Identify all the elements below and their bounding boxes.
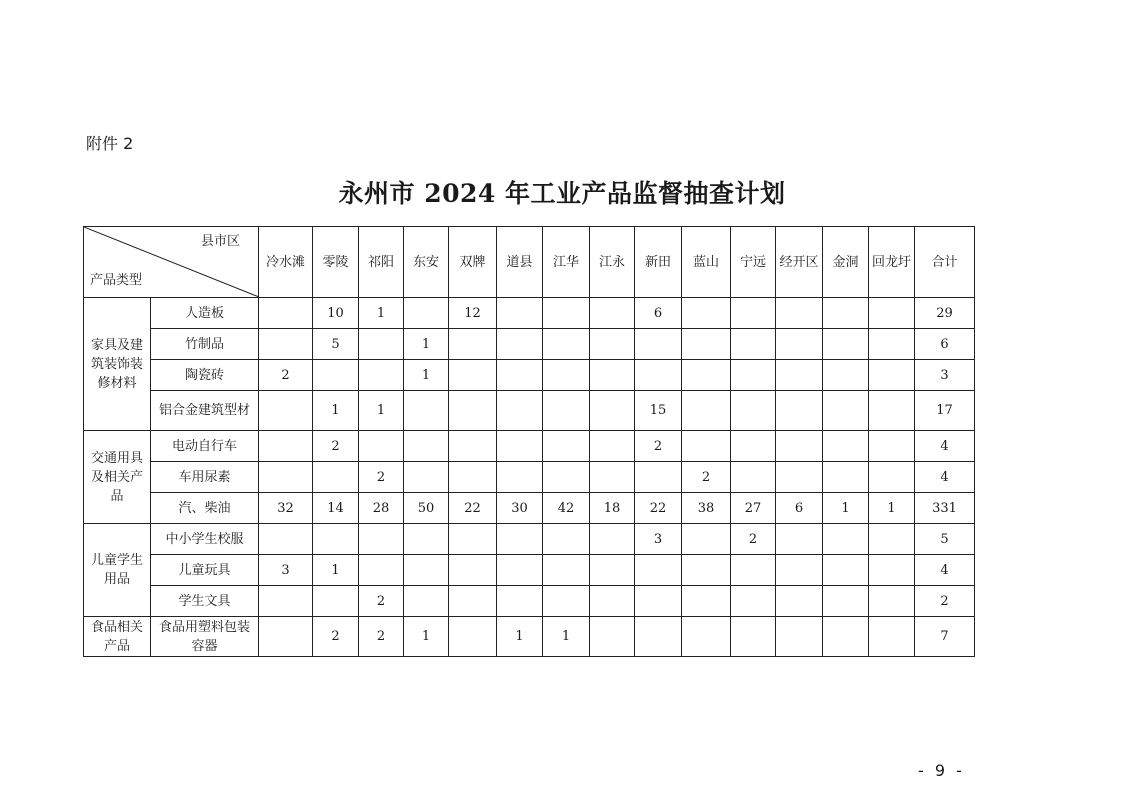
count-cell — [543, 586, 590, 617]
count-cell — [313, 360, 359, 391]
total-cell: 5 — [915, 524, 975, 555]
count-cell — [682, 298, 731, 329]
product-cell: 陶瓷砖 — [151, 360, 259, 391]
count-cell — [590, 462, 635, 493]
count-cell — [497, 391, 543, 431]
count-cell — [776, 555, 823, 586]
count-cell: 1 — [404, 329, 449, 360]
count-cell — [590, 298, 635, 329]
count-cell: 1 — [543, 617, 590, 657]
total-cell: 4 — [915, 555, 975, 586]
count-cell: 3 — [259, 555, 313, 586]
corner-header-cell — [84, 227, 259, 298]
count-cell — [682, 555, 731, 586]
count-cell: 1 — [313, 555, 359, 586]
count-cell: 2 — [635, 431, 682, 462]
total-cell: 2 — [915, 586, 975, 617]
count-cell — [869, 555, 915, 586]
count-cell — [359, 360, 404, 391]
count-cell — [682, 360, 731, 391]
count-cell — [497, 462, 543, 493]
count-cell — [404, 462, 449, 493]
count-cell — [823, 360, 869, 391]
count-cell: 2 — [359, 617, 404, 657]
count-cell — [823, 555, 869, 586]
product-cell: 人造板 — [151, 298, 259, 329]
count-cell — [823, 329, 869, 360]
total-cell: 29 — [915, 298, 975, 329]
category-cell: 儿童学生用品 — [84, 524, 151, 617]
count-cell — [543, 298, 590, 329]
product-cell: 儿童玩具 — [151, 555, 259, 586]
count-cell — [404, 524, 449, 555]
region-header: 零陵 — [313, 227, 359, 298]
count-cell — [313, 524, 359, 555]
count-cell: 18 — [590, 493, 635, 524]
count-cell — [543, 462, 590, 493]
count-cell — [359, 329, 404, 360]
count-cell — [869, 462, 915, 493]
header-row — [84, 227, 975, 298]
count-cell: 1 — [313, 391, 359, 431]
attachment-label: 附件 2 — [86, 134, 134, 153]
count-cell: 22 — [449, 493, 497, 524]
count-cell — [259, 329, 313, 360]
count-cell: 10 — [313, 298, 359, 329]
count-cell — [497, 555, 543, 586]
count-cell — [776, 462, 823, 493]
count-cell — [359, 555, 404, 586]
count-cell: 1 — [823, 493, 869, 524]
count-cell — [543, 555, 590, 586]
count-cell — [823, 298, 869, 329]
count-cell — [497, 298, 543, 329]
count-cell — [776, 360, 823, 391]
region-header: 宁远 — [731, 227, 776, 298]
total-cell: 331 — [915, 493, 975, 524]
count-cell — [449, 431, 497, 462]
count-cell: 15 — [635, 391, 682, 431]
count-cell — [259, 391, 313, 431]
category-cell: 家具及建筑装饰装修材料 — [84, 298, 151, 431]
count-cell: 22 — [635, 493, 682, 524]
count-cell — [449, 524, 497, 555]
product-cell: 学生文具 — [151, 586, 259, 617]
count-cell — [359, 524, 404, 555]
region-header: 新田 — [635, 227, 682, 298]
inspection-plan-table — [83, 226, 975, 657]
table-row — [84, 462, 975, 493]
count-cell — [635, 617, 682, 657]
product-cell: 车用尿素 — [151, 462, 259, 493]
count-cell — [869, 360, 915, 391]
count-cell — [449, 586, 497, 617]
count-cell: 2 — [259, 360, 313, 391]
count-cell: 1 — [404, 617, 449, 657]
count-cell — [635, 360, 682, 391]
count-cell — [590, 431, 635, 462]
total-cell: 3 — [915, 360, 975, 391]
table-row — [84, 329, 975, 360]
count-cell: 14 — [313, 493, 359, 524]
count-cell: 38 — [682, 493, 731, 524]
table-row — [84, 586, 975, 617]
count-cell — [497, 586, 543, 617]
count-cell: 1 — [869, 493, 915, 524]
region-header: 江华 — [543, 227, 590, 298]
count-cell — [543, 391, 590, 431]
region-header: 双牌 — [449, 227, 497, 298]
count-cell — [590, 391, 635, 431]
count-cell — [543, 329, 590, 360]
count-cell — [731, 298, 776, 329]
table-row — [84, 431, 975, 462]
count-cell — [497, 524, 543, 555]
count-cell — [635, 329, 682, 360]
count-cell: 27 — [731, 493, 776, 524]
count-cell: 50 — [404, 493, 449, 524]
total-cell: 4 — [915, 462, 975, 493]
table-row — [84, 555, 975, 586]
count-cell — [497, 329, 543, 360]
count-cell: 3 — [635, 524, 682, 555]
count-cell: 6 — [776, 493, 823, 524]
count-cell — [543, 431, 590, 462]
count-cell — [259, 586, 313, 617]
total-cell: 7 — [915, 617, 975, 657]
count-cell — [776, 329, 823, 360]
count-cell — [259, 431, 313, 462]
category-cell: 食品相关产品 — [84, 617, 151, 657]
count-cell: 5 — [313, 329, 359, 360]
count-cell — [635, 462, 682, 493]
count-cell — [731, 329, 776, 360]
count-cell — [449, 462, 497, 493]
count-cell — [449, 360, 497, 391]
region-header: 东安 — [404, 227, 449, 298]
region-header: 冷水滩 — [259, 227, 313, 298]
count-cell — [404, 555, 449, 586]
product-cell: 食品用塑料包装容器 — [151, 617, 259, 657]
count-cell — [404, 391, 449, 431]
region-header: 回龙圩 — [869, 227, 915, 298]
count-cell — [635, 555, 682, 586]
count-cell: 12 — [449, 298, 497, 329]
count-cell — [731, 360, 776, 391]
count-cell: 6 — [635, 298, 682, 329]
count-cell — [776, 391, 823, 431]
count-cell — [449, 329, 497, 360]
region-header: 江永 — [590, 227, 635, 298]
count-cell: 30 — [497, 493, 543, 524]
count-cell: 28 — [359, 493, 404, 524]
count-cell — [313, 462, 359, 493]
count-cell — [682, 524, 731, 555]
corner-header-product-label: 产品类型 — [90, 273, 143, 288]
total-cell: 17 — [915, 391, 975, 431]
count-cell — [869, 329, 915, 360]
count-cell — [731, 555, 776, 586]
page-number: - 9 - — [918, 761, 965, 780]
product-cell: 电动自行车 — [151, 431, 259, 462]
count-cell — [259, 462, 313, 493]
count-cell — [823, 431, 869, 462]
count-cell: 2 — [359, 586, 404, 617]
count-cell: 32 — [259, 493, 313, 524]
count-cell: 2 — [359, 462, 404, 493]
count-cell — [543, 524, 590, 555]
count-cell — [590, 586, 635, 617]
count-cell — [497, 360, 543, 391]
count-cell — [776, 524, 823, 555]
corner-header-region-label: 县市区 — [200, 234, 240, 249]
count-cell: 2 — [313, 431, 359, 462]
table-row — [84, 298, 975, 329]
count-cell — [449, 391, 497, 431]
count-cell — [823, 586, 869, 617]
count-cell — [682, 391, 731, 431]
count-cell — [259, 298, 313, 329]
region-header: 经开区 — [776, 227, 823, 298]
total-cell: 4 — [915, 431, 975, 462]
count-cell — [404, 431, 449, 462]
count-cell: 2 — [682, 462, 731, 493]
count-cell: 1 — [404, 360, 449, 391]
count-cell — [590, 360, 635, 391]
table-row — [84, 391, 975, 431]
count-cell — [823, 617, 869, 657]
table-row — [84, 617, 975, 657]
count-cell — [776, 298, 823, 329]
table-row — [84, 524, 975, 555]
count-cell — [731, 586, 776, 617]
count-cell — [543, 360, 590, 391]
product-cell: 中小学生校服 — [151, 524, 259, 555]
count-cell — [731, 462, 776, 493]
count-cell — [497, 431, 543, 462]
count-cell — [590, 329, 635, 360]
total-cell: 6 — [915, 329, 975, 360]
count-cell — [590, 524, 635, 555]
table-row — [84, 360, 975, 391]
count-cell — [823, 524, 869, 555]
count-cell — [869, 586, 915, 617]
product-cell: 竹制品 — [151, 329, 259, 360]
region-header: 祁阳 — [359, 227, 404, 298]
count-cell — [359, 431, 404, 462]
count-cell — [682, 586, 731, 617]
count-cell — [449, 617, 497, 657]
count-cell — [731, 431, 776, 462]
count-cell — [823, 462, 869, 493]
category-cell: 交通用具及相关产品 — [84, 431, 151, 524]
count-cell: 1 — [359, 298, 404, 329]
count-cell — [404, 586, 449, 617]
count-cell — [776, 586, 823, 617]
count-cell: 1 — [359, 391, 404, 431]
count-cell: 2 — [731, 524, 776, 555]
count-cell — [823, 391, 869, 431]
count-cell — [682, 329, 731, 360]
region-header: 金洞 — [823, 227, 869, 298]
count-cell — [869, 524, 915, 555]
count-cell: 2 — [313, 617, 359, 657]
region-header: 道县 — [497, 227, 543, 298]
count-cell — [682, 617, 731, 657]
count-cell — [682, 431, 731, 462]
count-cell — [869, 391, 915, 431]
count-cell — [776, 431, 823, 462]
count-cell — [776, 617, 823, 657]
count-cell — [731, 391, 776, 431]
table-row — [84, 493, 975, 524]
count-cell — [731, 617, 776, 657]
count-cell — [635, 586, 682, 617]
count-cell — [869, 298, 915, 329]
count-cell — [259, 617, 313, 657]
count-cell — [259, 524, 313, 555]
product-cell: 汽、柴油 — [151, 493, 259, 524]
count-cell: 1 — [497, 617, 543, 657]
region-header: 蓝山 — [682, 227, 731, 298]
count-cell — [869, 617, 915, 657]
count-cell — [449, 555, 497, 586]
product-cell: 铝合金建筑型材 — [151, 391, 259, 431]
count-cell — [869, 431, 915, 462]
count-cell — [313, 586, 359, 617]
total-header: 合计 — [915, 227, 975, 298]
count-cell — [590, 555, 635, 586]
count-cell — [404, 298, 449, 329]
count-cell — [590, 617, 635, 657]
page-title: 永州市 2024 年工业产品监督抽查计划 — [338, 179, 786, 208]
count-cell: 42 — [543, 493, 590, 524]
